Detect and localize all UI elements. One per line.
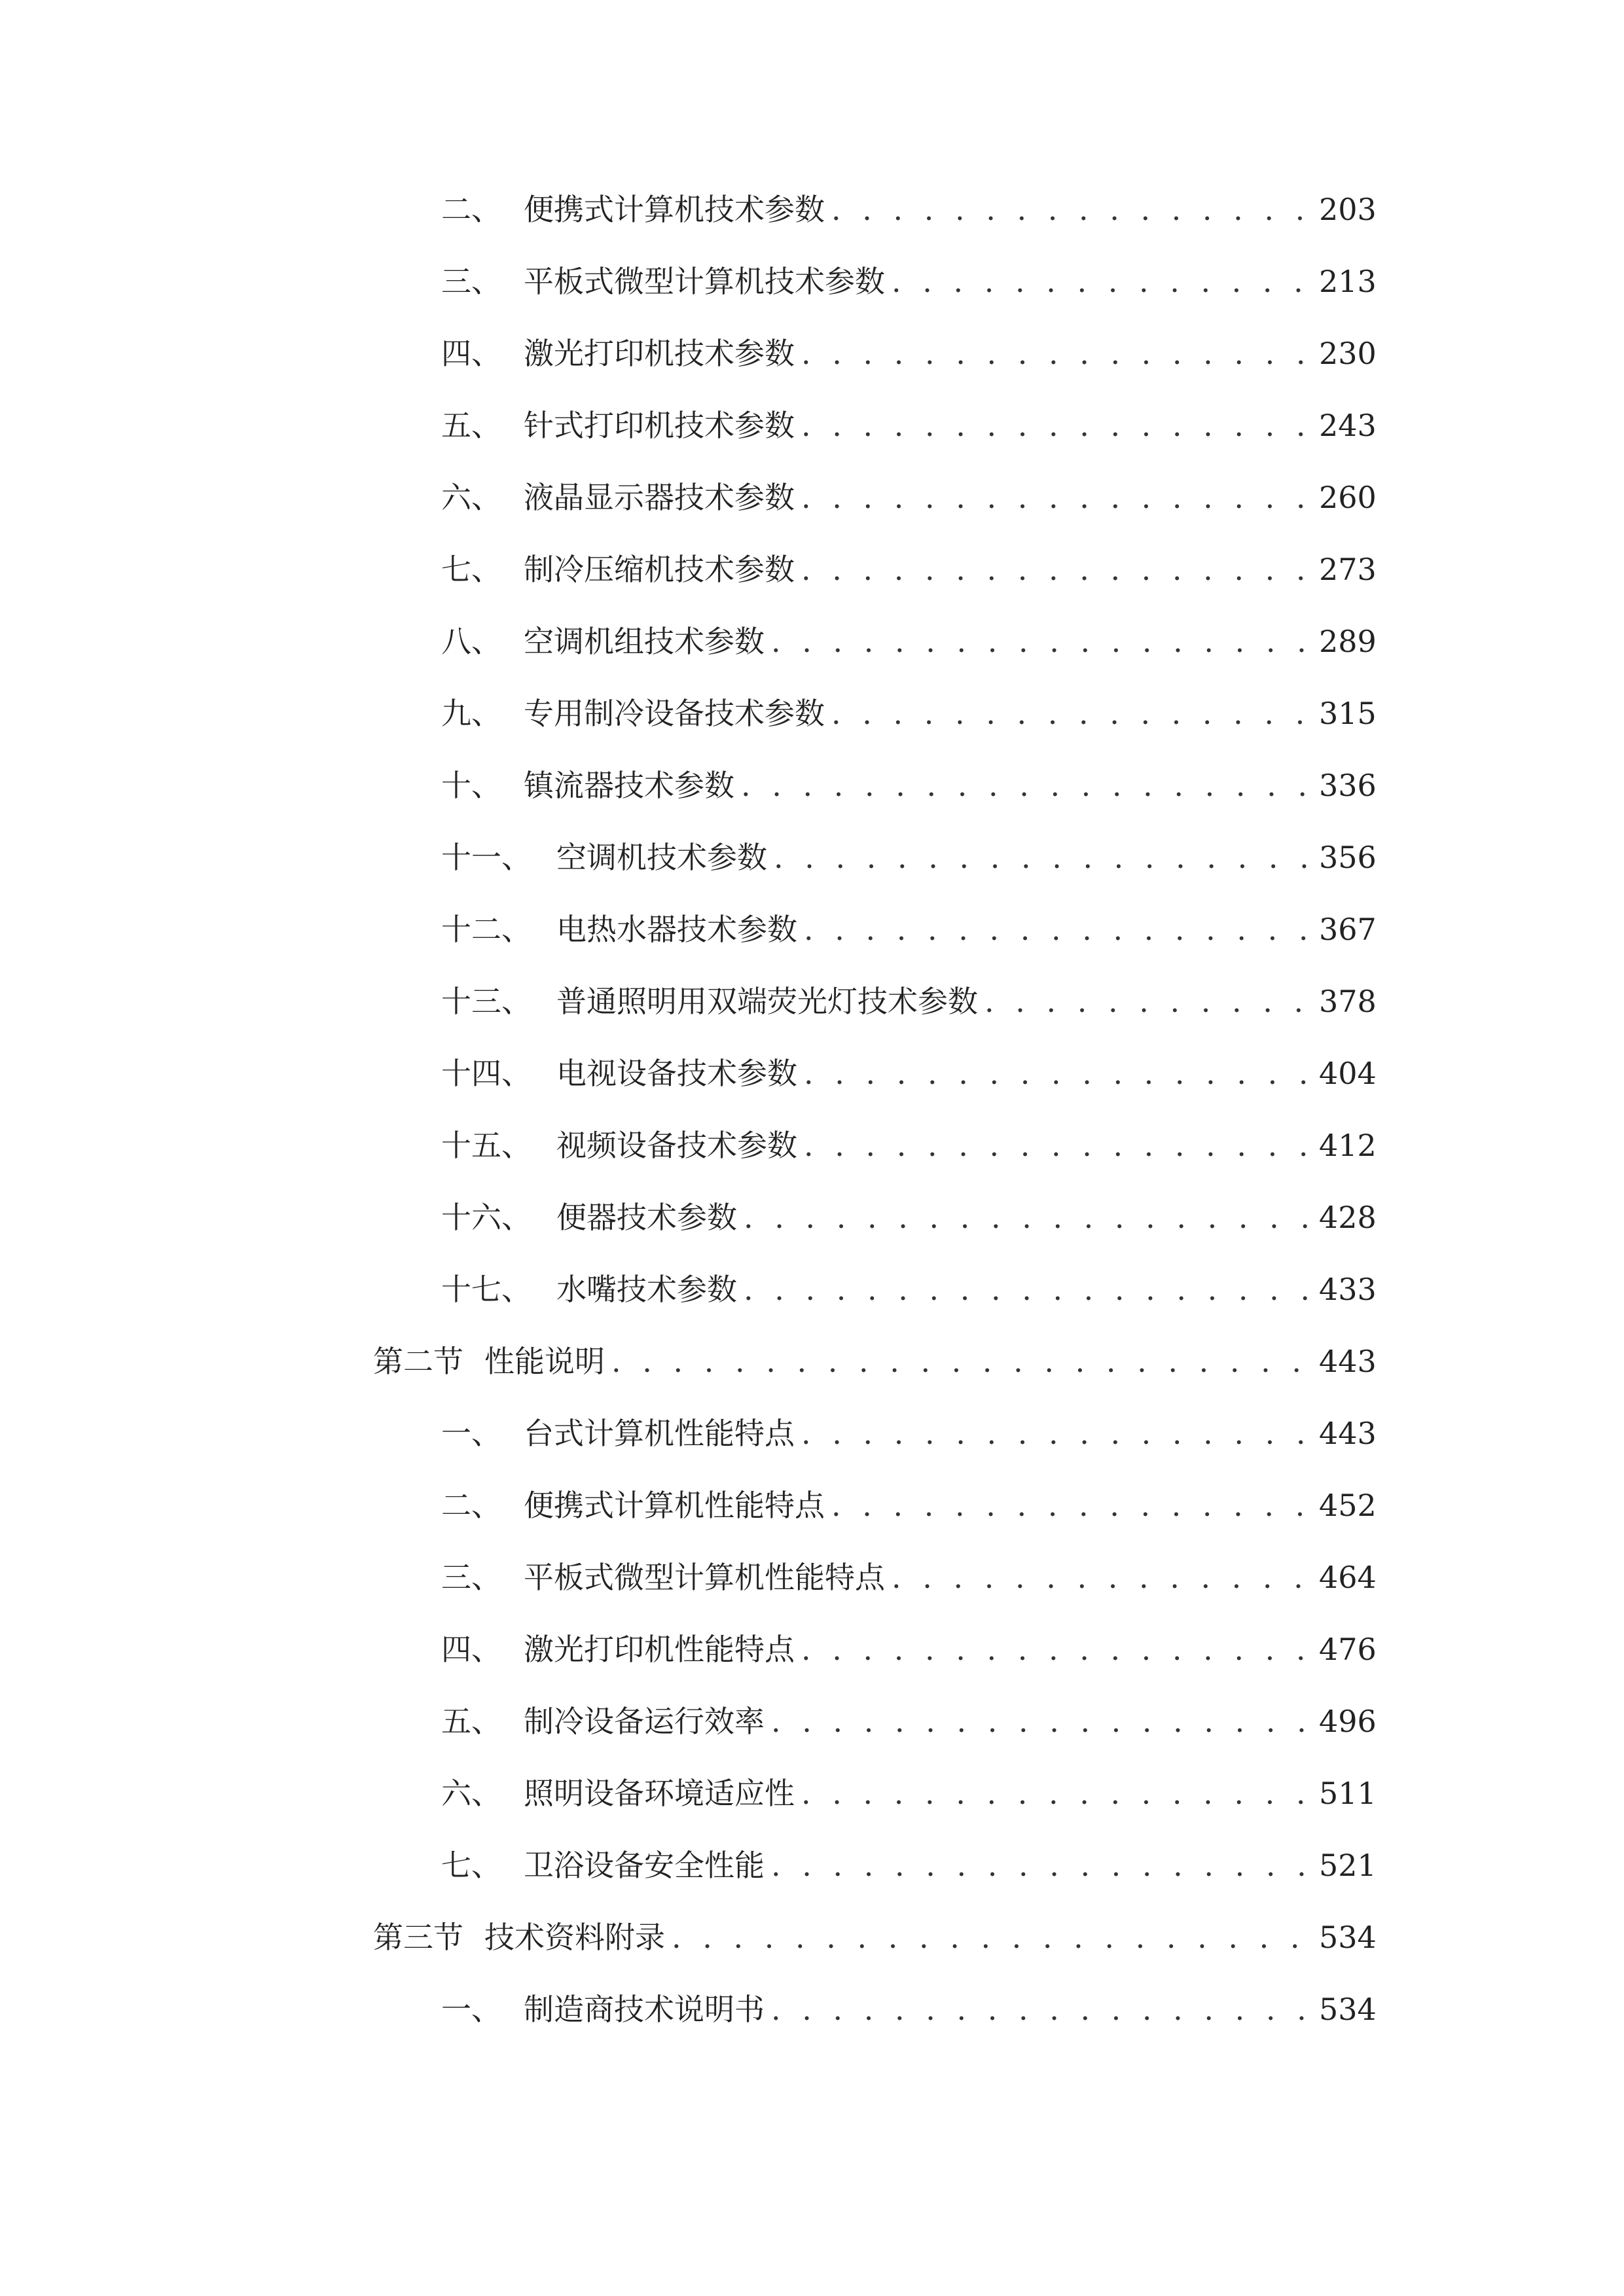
dot-leader: [799, 479, 1319, 516]
toc-entry-page: 404: [1319, 1056, 1377, 1091]
toc-entry-title: 液晶显示器技术参数: [524, 480, 795, 515]
toc-entry-number: 十六、: [441, 1200, 532, 1235]
toc-entry-title: 镇流器技术参数: [524, 768, 734, 803]
toc-entry-number: 二、: [441, 192, 501, 227]
toc-entry-page: 356: [1319, 840, 1377, 875]
toc-entry-title: 视频设备技术参数: [556, 1128, 797, 1163]
toc-section-entry[interactable]: [373, 1343, 1377, 1415]
toc-entry-page: 243: [1319, 408, 1377, 443]
toc-entry[interactable]: [373, 983, 1377, 1055]
toc-entry-title: 平板式微型计算机技术参数: [524, 264, 885, 299]
toc-entry-page: 336: [1319, 768, 1377, 803]
toc-entry-page: 511: [1319, 1776, 1377, 1811]
toc-entry-title: 电热水器技术参数: [556, 912, 797, 947]
toc-entry-number: 九、: [441, 696, 501, 731]
toc-entry[interactable]: [373, 1271, 1377, 1343]
dot-leader: [829, 695, 1319, 732]
dot-leader: [799, 1775, 1319, 1812]
dot-leader: [801, 911, 1319, 948]
toc-entry-page: 534: [1319, 1920, 1377, 1955]
toc-entry-page: 452: [1319, 1488, 1377, 1523]
toc-entry-page: 289: [1319, 624, 1377, 659]
toc-entry[interactable]: [373, 1991, 1377, 2063]
toc-entry-page: 443: [1319, 1344, 1377, 1379]
dot-leader: [738, 767, 1319, 804]
dot-leader: [801, 1127, 1319, 1164]
toc-entry-number: 十、: [441, 768, 501, 803]
dot-leader: [768, 1847, 1319, 1884]
toc-entry-title: 平板式微型计算机性能特点: [524, 1560, 885, 1595]
toc-entry-page: 433: [1319, 1272, 1377, 1307]
toc-entry-number: 七、: [441, 1848, 501, 1883]
toc-section-number: 第二节: [373, 1344, 463, 1379]
toc-entry-number: 十五、: [441, 1128, 532, 1163]
toc-entry[interactable]: [373, 911, 1377, 983]
dot-leader: [829, 191, 1319, 228]
toc-entry-number: 十三、: [441, 984, 532, 1019]
toc-entry[interactable]: [373, 767, 1377, 839]
toc-entry-title: 空调机组技术参数: [524, 624, 765, 659]
dot-leader: [982, 983, 1319, 1020]
toc-entry-number: 六、: [441, 1776, 501, 1811]
toc-entry[interactable]: [373, 263, 1377, 335]
toc-entry-page: 534: [1319, 1992, 1377, 2027]
dot-leader: [768, 1703, 1319, 1740]
toc-entry-title: 电视设备技术参数: [556, 1056, 797, 1091]
toc-entry[interactable]: [373, 695, 1377, 767]
toc-entry-page: 260: [1319, 480, 1377, 515]
toc-entry-page: 378: [1319, 984, 1377, 1019]
toc-entry-title: 针式打印机技术参数: [524, 408, 795, 443]
toc-entry-number: 八、: [441, 624, 501, 659]
toc-entry-page: 428: [1319, 1200, 1377, 1235]
toc-entry-number: 十四、: [441, 1056, 532, 1091]
toc-entry-page: 496: [1319, 1704, 1377, 1739]
toc-section-number: 第三节: [373, 1920, 463, 1955]
toc-entry[interactable]: [373, 551, 1377, 623]
toc-entry-title: 普通照明用双端荧光灯技术参数: [556, 984, 978, 1019]
dot-leader: [741, 1199, 1319, 1236]
dot-leader: [768, 623, 1319, 660]
toc-entry-title: 制冷压缩机技术参数: [524, 552, 795, 587]
dot-leader: [799, 1415, 1319, 1452]
toc-entry[interactable]: [373, 407, 1377, 479]
toc-entry-title: 激光打印机技术参数: [524, 336, 795, 371]
toc-entry-title: 便携式计算机技术参数: [524, 192, 825, 227]
toc-entry-page: 464: [1319, 1560, 1377, 1595]
toc-entry[interactable]: [373, 1631, 1377, 1703]
toc-entry-title: 制冷设备运行效率: [524, 1704, 765, 1739]
dot-leader: [889, 263, 1319, 300]
toc-entry-number: 五、: [441, 1704, 501, 1739]
dot-leader: [889, 1559, 1319, 1596]
toc-entry-title: 激光打印机性能特点: [524, 1632, 795, 1667]
toc-entry-title: 专用制冷设备技术参数: [524, 696, 825, 731]
toc-entry-title: 便携式计算机性能特点: [524, 1488, 825, 1523]
dot-leader: [609, 1343, 1319, 1380]
toc-entry-page: 230: [1319, 336, 1377, 371]
toc-entry-number: 四、: [441, 336, 501, 371]
toc-entry-page: 521: [1319, 1848, 1377, 1883]
toc-entry[interactable]: [373, 1415, 1377, 1487]
dot-leader: [799, 1631, 1319, 1668]
toc-entry-title: 制造商技术说明书: [524, 1992, 765, 2027]
toc-entry[interactable]: [373, 335, 1377, 407]
toc-entry-number: 三、: [441, 1560, 501, 1595]
toc-entry-page: 213: [1319, 264, 1377, 299]
toc-entry-title: 便器技术参数: [556, 1200, 737, 1235]
toc-entry[interactable]: [373, 479, 1377, 551]
toc-entry-number: 三、: [441, 264, 501, 299]
toc-entry-number: 十一、: [441, 840, 532, 875]
toc-entry-number: 十二、: [441, 912, 532, 947]
toc-entry[interactable]: [373, 1487, 1377, 1559]
dot-leader: [768, 1991, 1319, 2028]
dot-leader: [801, 1055, 1319, 1092]
toc-entry[interactable]: [373, 1199, 1377, 1271]
toc-entry-title: 照明设备环境适应性: [524, 1776, 795, 1811]
toc-entry[interactable]: [373, 1775, 1377, 1847]
toc-entry-page: 412: [1319, 1128, 1377, 1163]
toc-entry[interactable]: [373, 1055, 1377, 1127]
dot-leader: [799, 407, 1319, 444]
dot-leader: [741, 1271, 1319, 1308]
toc-entry[interactable]: [373, 1127, 1377, 1199]
toc-section-entry[interactable]: [373, 1919, 1377, 1991]
toc-entry-page: 273: [1319, 552, 1377, 587]
toc-entry-number: 五、: [441, 408, 501, 443]
toc-entry-title: 卫浴设备安全性能: [524, 1848, 765, 1883]
toc-entry-number: 一、: [441, 1992, 501, 2027]
toc-entry-title: 空调机技术参数: [556, 840, 767, 875]
toc-section-title: 性能说明: [484, 1344, 605, 1379]
table-of-contents: [373, 191, 1377, 2063]
toc-entry-title: 水嘴技术参数: [556, 1272, 737, 1307]
dot-leader: [799, 551, 1319, 588]
toc-entry-number: 一、: [441, 1416, 501, 1451]
toc-entry[interactable]: [373, 1559, 1377, 1631]
toc-entry[interactable]: [373, 839, 1377, 911]
toc-entry[interactable]: [373, 623, 1377, 695]
toc-entry-title: 台式计算机性能特点: [524, 1416, 795, 1451]
dot-leader: [799, 335, 1319, 372]
toc-entry[interactable]: [373, 1703, 1377, 1775]
toc-entry-page: 203: [1319, 192, 1377, 227]
toc-entry[interactable]: [373, 1847, 1377, 1919]
toc-entry-number: 十七、: [441, 1272, 532, 1307]
dot-leader: [829, 1487, 1319, 1524]
toc-entry[interactable]: [373, 191, 1377, 263]
toc-entry-number: 二、: [441, 1488, 501, 1523]
toc-entry-page: 443: [1319, 1416, 1377, 1451]
toc-entry-number: 七、: [441, 552, 501, 587]
toc-entry-page: 367: [1319, 912, 1377, 947]
dot-leader: [669, 1919, 1319, 1956]
toc-entry-number: 六、: [441, 480, 501, 515]
toc-entry-number: 四、: [441, 1632, 501, 1667]
toc-section-title: 技术资料附录: [484, 1920, 665, 1955]
dot-leader: [771, 839, 1319, 876]
toc-entry-page: 476: [1319, 1632, 1377, 1667]
toc-entry-page: 315: [1319, 696, 1377, 731]
